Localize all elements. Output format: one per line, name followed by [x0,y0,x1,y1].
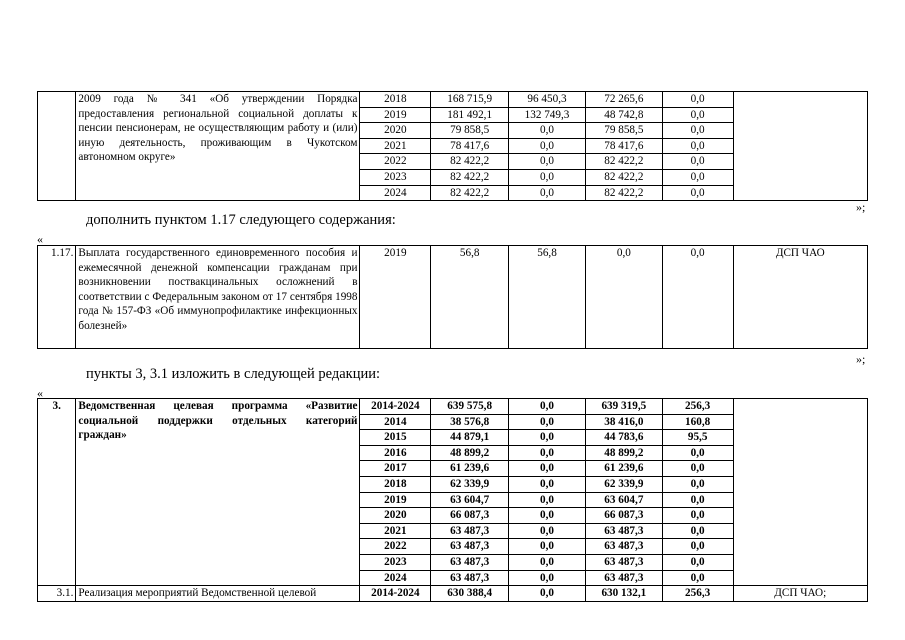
amendment-text-2: пункты 3, 3.1 изложить в следующей редакции: [86,366,381,382]
federal-cell: 0,0 [509,461,586,477]
regional-cell: 48 742,8 [585,107,662,123]
regional-cell: 82 422,2 [585,185,662,201]
regional-cell: 63 487,3 [585,523,662,539]
federal-cell: 0,0 [509,154,586,170]
other-cell: 0,0 [662,107,733,123]
total-cell: 630 388,4 [431,586,509,602]
other-cell: 0,0 [662,539,733,555]
program-table-1 [37,91,868,201]
year-cell: 2023 [360,169,431,185]
year-cell: 2019 [360,107,431,123]
total-cell: 168 715,9 [431,92,509,108]
other-cell: 0,0 [662,138,733,154]
federal-cell: 0,0 [509,185,586,201]
year-cell: 2014-2024 [360,586,431,602]
other-cell: 0,0 [662,461,733,477]
total-cell: 63 604,7 [431,492,509,508]
item-number: 3. [38,399,76,586]
year-cell: 2024 [360,570,431,586]
year-cell: 2021 [360,523,431,539]
federal-cell: 0,0 [509,123,586,139]
federal-cell: 56,8 [509,246,586,349]
year-cell: 2017 [360,461,431,477]
total-cell: 82 422,2 [431,185,509,201]
other-cell: 0,0 [662,492,733,508]
table-row-subitem [38,586,868,602]
regional-cell: 82 422,2 [585,154,662,170]
regional-cell: 62 339,9 [585,476,662,492]
other-cell: 256,3 [662,399,733,415]
other-cell: 0,0 [662,570,733,586]
year-cell: 2015 [360,430,431,446]
federal-cell: 0,0 [509,138,586,154]
total-cell: 82 422,2 [431,169,509,185]
other-cell: 160,8 [662,414,733,430]
total-cell: 82 422,2 [431,154,509,170]
regional-cell: 61 239,6 [585,461,662,477]
total-cell: 63 487,3 [431,570,509,586]
other-cell: 0,0 [662,554,733,570]
closing-quote-2: »; [856,352,866,366]
year-cell: 2019 [360,492,431,508]
other-cell: 0,0 [662,92,733,108]
other-cell: 0,0 [662,246,733,349]
total-cell: 48 899,2 [431,445,509,461]
regional-cell: 44 783,6 [585,430,662,446]
regional-cell: 63 487,3 [585,570,662,586]
federal-cell: 0,0 [509,445,586,461]
item-number: 3.1. [38,586,76,602]
other-cell: 0,0 [662,476,733,492]
other-cell: 256,3 [662,586,733,602]
program-table-3 [37,398,868,602]
total-cell: 63 487,3 [431,523,509,539]
other-cell: 0,0 [662,508,733,524]
year-cell: 2020 [360,123,431,139]
other-cell: 0,0 [662,123,733,139]
regional-cell: 78 417,6 [585,138,662,154]
total-cell: 63 487,3 [431,554,509,570]
item-description: Реализация мероприятий Ведомственной целевой [76,586,360,602]
regional-cell: 63 487,3 [585,539,662,555]
regional-cell: 82 422,2 [585,169,662,185]
total-cell: 79 858,5 [431,123,509,139]
regional-cell: 639 319,5 [585,399,662,415]
total-cell: 66 087,3 [431,508,509,524]
federal-cell: 0,0 [509,476,586,492]
executor-cell [733,399,867,586]
regional-cell: 66 087,3 [585,508,662,524]
year-cell: 2018 [360,476,431,492]
regional-cell: 630 132,1 [585,586,662,602]
item-description: 2009 года № 341 «Об утверждении Порядка предоставления региональной социальной доплаты к пенсии пенсионерам, не осуществляющим работу и (или) иную деятельность, проживающим в Чукотском автономном округе» [76,92,360,201]
federal-cell: 0,0 [509,508,586,524]
year-cell: 2023 [360,554,431,570]
federal-cell: 132 749,3 [509,107,586,123]
program-table-2 [37,245,868,349]
amendment-text-1: дополнить пунктом 1.17 следующего содержания: [86,212,396,228]
federal-cell: 0,0 [509,492,586,508]
total-cell: 63 487,3 [431,539,509,555]
regional-cell: 63 487,3 [585,554,662,570]
executor-cell: ДСП ЧАО [733,246,867,349]
federal-cell: 0,0 [509,586,586,602]
opening-quote-2: « [37,386,43,400]
year-cell: 2022 [360,154,431,170]
regional-cell: 72 265,6 [585,92,662,108]
regional-cell: 48 899,2 [585,445,662,461]
year-cell: 2016 [360,445,431,461]
table-row [38,92,868,108]
other-cell: 0,0 [662,185,733,201]
executor-cell [733,92,867,201]
other-cell: 0,0 [662,523,733,539]
regional-cell: 0,0 [585,246,662,349]
item-number [38,92,76,201]
year-cell: 2014 [360,414,431,430]
other-cell: 95,5 [662,430,733,446]
item-description: Выплата государственного единовременного пособия и ежемесячной денежной компенсации гражданам при возникновении поствакцинальных осложнений в соответствии с Федеральным законом от 17 сентября 1998 года № 157-ФЗ «Об иммунопрофилактике инфекционных болезней» [76,246,360,349]
federal-cell: 0,0 [509,554,586,570]
other-cell: 0,0 [662,169,733,185]
opening-quote-1: « [37,232,43,246]
closing-quote-1: »; [856,200,866,214]
total-cell: 639 575,8 [431,399,509,415]
item-number: 1.17. [38,246,76,349]
federal-cell: 0,0 [509,570,586,586]
total-cell: 61 239,6 [431,461,509,477]
item-description: Ведомственная целевая программа «Развитие социальной поддержки отдельных категорий граждан» [76,399,360,586]
other-cell: 0,0 [662,154,733,170]
other-cell: 0,0 [662,445,733,461]
federal-cell: 0,0 [509,523,586,539]
federal-cell: 96 450,3 [509,92,586,108]
year-cell: 2021 [360,138,431,154]
regional-cell: 38 416,0 [585,414,662,430]
total-cell: 78 417,6 [431,138,509,154]
year-cell: 2014-2024 [360,399,431,415]
federal-cell: 0,0 [509,430,586,446]
total-cell: 44 879,1 [431,430,509,446]
year-cell: 2024 [360,185,431,201]
table-row [38,399,868,415]
table-row [38,246,868,349]
federal-cell: 0,0 [509,414,586,430]
year-cell: 2019 [360,246,431,349]
executor-cell: ДСП ЧАО; [733,586,867,602]
total-cell: 181 492,1 [431,107,509,123]
year-cell: 2018 [360,92,431,108]
federal-cell: 0,0 [509,539,586,555]
total-cell: 62 339,9 [431,476,509,492]
year-cell: 2020 [360,508,431,524]
federal-cell: 0,0 [509,399,586,415]
regional-cell: 79 858,5 [585,123,662,139]
total-cell: 56,8 [431,246,509,349]
year-cell: 2022 [360,539,431,555]
federal-cell: 0,0 [509,169,586,185]
regional-cell: 63 604,7 [585,492,662,508]
total-cell: 38 576,8 [431,414,509,430]
